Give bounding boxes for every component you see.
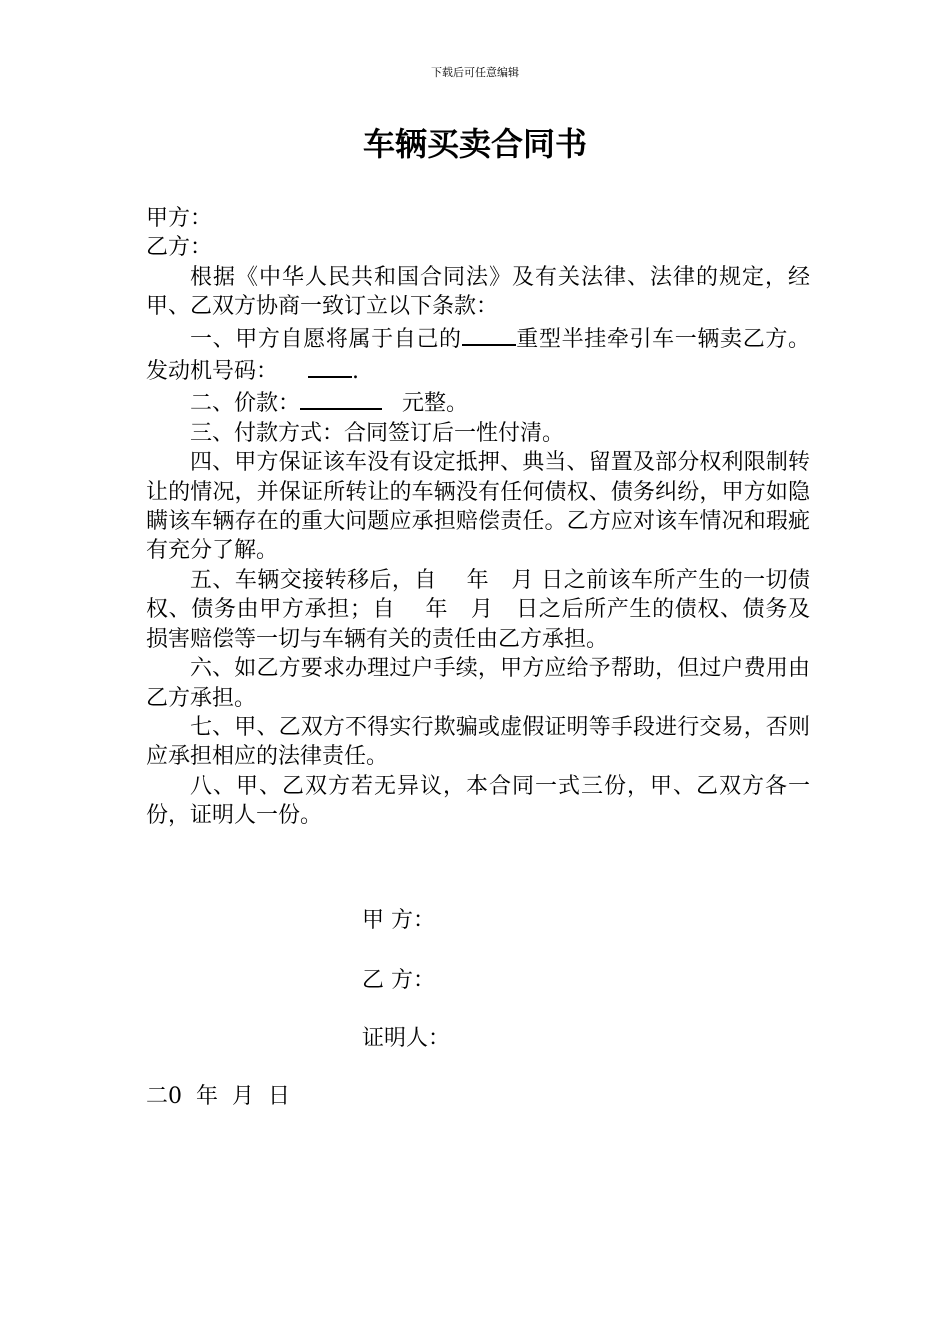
signature-party-b: 乙 方： — [362, 968, 435, 993]
contract-body — [146, 204, 810, 831]
clause-2-text-b: 元整。 — [402, 391, 469, 417]
signature-party-a: 甲 方： — [362, 908, 435, 933]
clause-5: 五、车辆交接转移后，自 年 月 日之前该车所产生的一切债权、债务由甲方承担；自 年 月 日之后所产生的债权、债务及损害赔偿等一切与车辆有关的责任由乙方承担。 — [146, 567, 810, 652]
blank-underline — [300, 386, 382, 410]
clause-8: 八、甲、乙双方若无异议，本合同一式三份，甲、乙双方各一份，证明人一份。 — [146, 773, 810, 829]
document-title: 车辆买卖合同书 — [362, 125, 587, 163]
clause-2 — [146, 386, 810, 418]
clause-2-text-a: 二、价款： — [190, 391, 301, 417]
clause-7: 七、甲、乙双方不得实行欺骗或虚假证明等手段进行交易，否则应承担相应的法律责任。 — [146, 714, 810, 770]
party-a-line: 甲方： — [146, 206, 213, 231]
blank-underline — [308, 354, 352, 378]
date-line: 二0 年 月 日 — [146, 1084, 290, 1109]
clause-1-text-a: 一、甲方自愿将属于自己的 — [190, 326, 462, 352]
clause-3: 三、付款方式：合同签订后一性付清。 — [190, 420, 565, 446]
clause-4: 四、甲方保证该车没有设定抵押、典当、留置及部分权利限制转让的情况，并保证所转让的车辆没有任何债权、债务纠纷，甲方如隐瞒该车辆存在的重大问题应承担赔偿责任。乙方应对该车情况和瑕疵有充分了解。 — [146, 450, 810, 564]
clause-1-text-b: 重型半挂牵引车一辆卖乙方。发动机号码： — [146, 326, 810, 385]
signature-witness: 证明人： — [362, 1026, 451, 1051]
clause-6: 六、如乙方要求办理过户手续，甲方应给予帮助，但过户费用由乙方承担。 — [146, 656, 810, 711]
header-note: 下载后可任意编辑 — [431, 66, 519, 79]
clause-1 — [146, 322, 810, 387]
blank-underline — [462, 322, 516, 346]
clause-1-text-c: . — [352, 359, 360, 385]
party-b-line: 乙方： — [146, 235, 213, 261]
intro-paragraph: 根据《中华人民共和国合同法》及有关法律、法律的规定，经甲、乙双方协商一致订立以下条款： — [146, 264, 810, 320]
